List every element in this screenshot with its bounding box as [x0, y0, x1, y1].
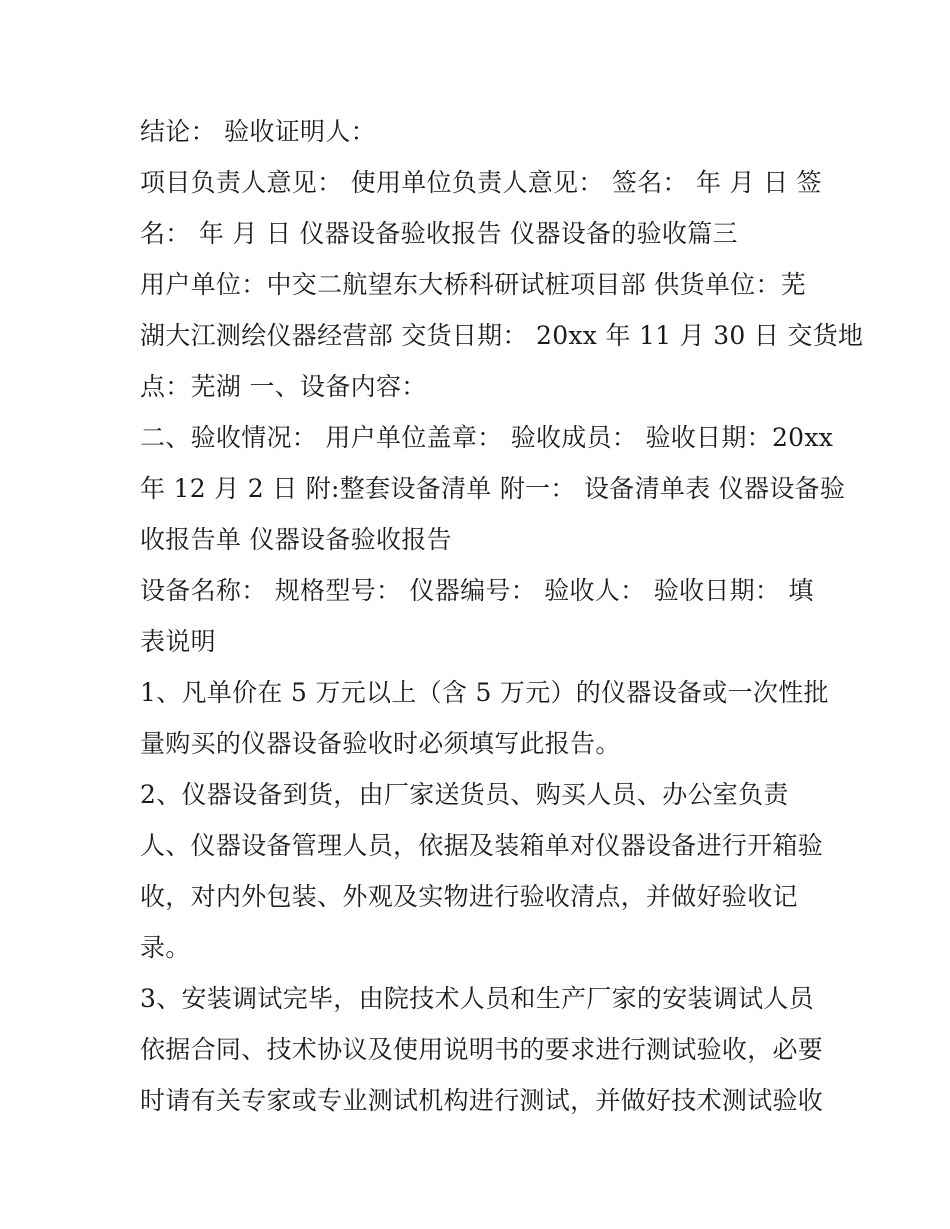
document-body [140, 106, 864, 1126]
text-line: 湖大江测绘仪器经营部 交货日期： 20xx 年 11 月 30 日 交货地 [140, 321, 864, 350]
text-line: 收，对内外包装、外观及实物进行验收清点，并做好验收记 [140, 882, 798, 911]
text-line: 名： 年 月 日 仪器设备验收报告 仪器设备的验收篇三 [140, 219, 738, 248]
text-line: 项目负责人意见： 使用单位负责人意见： 签名： 年 月 日 签 [140, 168, 822, 197]
text-line: 1、凡单价在 5 万元以上（含 5 万元）的仪器设备或一次性批 [140, 678, 829, 707]
text-line: 量购买的仪器设备验收时必须填写此报告。 [140, 729, 621, 758]
text-line: 设备名称： 规格型号： 仪器编号： 验收人： 验收日期： 填 [140, 576, 814, 605]
text-line: 2、仪器设备到货，由厂家送货员、购买人员、办公室负责 [140, 780, 789, 809]
text-line: 年 12 月 2 日 附:整套设备清单 附一： 设备清单表 仪器设备验 [140, 474, 846, 503]
text-line: 3、安装调试完毕，由院技术人员和生产厂家的安装调试人员 [140, 984, 815, 1013]
text-line: 收报告单 仪器设备验收报告 [140, 525, 452, 554]
text-line: 时请有关专家或专业测试机构进行测试，并做好技术测试验收 [140, 1086, 824, 1115]
text-line: 人、仪器设备管理人员，依据及装箱单对仪器设备进行开箱验 [140, 831, 824, 860]
text-line: 表说明 [140, 627, 216, 656]
text-line: 结论： 验收证明人： [140, 117, 376, 146]
text-line: 二、验收情况： 用户单位盖章： 验收成员： 验收日期：20xx [140, 423, 834, 452]
text-line: 点：芜湖 一、设备内容： [140, 372, 427, 401]
text-line: 依据合同、技术协议及使用说明书的要求进行测试验收，必要 [140, 1035, 824, 1064]
text-line: 用户单位：中交二航望东大桥科研试桩项目部 供货单位：芜 [140, 270, 807, 299]
text-line: 录。 [140, 933, 191, 962]
